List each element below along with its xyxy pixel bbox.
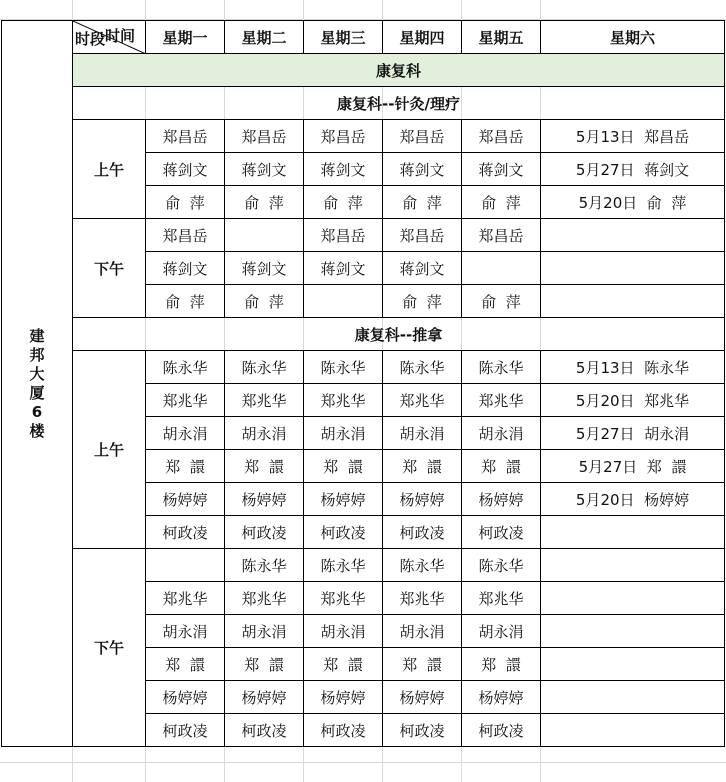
location-label: 建邦大厦6楼 (29, 326, 45, 440)
header-row (2, 21, 725, 54)
doctor-cell: 郑昌岳 (146, 219, 225, 252)
doctor-cell: 郑兆华 (462, 384, 541, 417)
doctor-cell: 俞 萍 (383, 285, 462, 318)
header-corner (73, 21, 146, 54)
doctor-cell: 杨婷婷 (462, 681, 541, 714)
saturday-cell (541, 714, 725, 747)
doctor-cell: 胡永涓 (304, 615, 383, 648)
doctor-cell: 蒋剑文 (462, 153, 541, 186)
doctor-cell: 郑昌岳 (225, 120, 304, 153)
saturday-cell (541, 615, 725, 648)
doctor-cell: 郑兆华 (225, 384, 304, 417)
doctor-cell: 柯政凌 (225, 714, 304, 747)
doctor-cell: 郑 譞 (304, 648, 383, 681)
doctor-cell: 胡永涓 (146, 417, 225, 450)
doctor-cell: 郑兆华 (304, 384, 383, 417)
department-row (2, 54, 725, 87)
day-header: 星期五 (462, 21, 541, 54)
doctor-cell: 俞 萍 (146, 186, 225, 219)
doctor-cell: 陈永华 (304, 549, 383, 582)
doctor-cell: 郑 譞 (146, 450, 225, 483)
doctor-cell: 郑昌岳 (304, 219, 383, 252)
department-title: 康复科 (73, 54, 725, 87)
saturday-cell (541, 285, 725, 318)
doctor-cell: 陈永华 (225, 351, 304, 384)
saturday-cell: 5月13日 陈永华 (541, 351, 725, 384)
doctor-cell: 郑 譞 (462, 648, 541, 681)
schedule-table (1, 20, 725, 747)
doctor-cell: 胡永涓 (383, 417, 462, 450)
doctor-cell: 蒋剑文 (225, 252, 304, 285)
day-header: 星期一 (146, 21, 225, 54)
schedule-row (2, 120, 725, 153)
period-label: 上午 (73, 120, 146, 219)
doctor-cell: 柯政凌 (462, 714, 541, 747)
saturday-cell (541, 516, 725, 549)
saturday-cell: 5月20日 郑兆华 (541, 384, 725, 417)
section-title: 康复科--针灸/理疗 (73, 87, 725, 120)
doctor-cell: 柯政凌 (383, 714, 462, 747)
doctor-cell: 柯政凌 (304, 516, 383, 549)
doctor-cell: 郑昌岳 (462, 120, 541, 153)
doctor-cell: 郑昌岳 (304, 120, 383, 153)
saturday-cell: 5月27日 胡永涓 (541, 417, 725, 450)
doctor-cell: 杨婷婷 (304, 483, 383, 516)
doctor-cell: 陈永华 (383, 351, 462, 384)
period-label: 下午 (73, 219, 146, 318)
doctor-cell: 柯政凌 (225, 516, 304, 549)
doctor-cell (462, 252, 541, 285)
doctor-cell: 郑 譞 (146, 648, 225, 681)
doctor-cell: 蒋剑文 (383, 153, 462, 186)
saturday-cell (541, 648, 725, 681)
doctor-cell: 蒋剑文 (383, 252, 462, 285)
doctor-cell: 杨婷婷 (383, 483, 462, 516)
corner-time-label: 时间 (104, 27, 135, 45)
period-label: 下午 (73, 549, 146, 747)
doctor-cell: 蒋剑文 (146, 252, 225, 285)
doctor-cell: 杨婷婷 (146, 681, 225, 714)
doctor-cell: 郑兆华 (383, 582, 462, 615)
doctor-cell: 俞 萍 (383, 186, 462, 219)
day-header: 星期四 (383, 21, 462, 54)
doctor-cell: 郑兆华 (146, 582, 225, 615)
doctor-cell: 胡永涓 (383, 615, 462, 648)
section-row (2, 87, 725, 120)
location-cell (2, 21, 73, 747)
doctor-cell: 郑 譞 (383, 450, 462, 483)
saturday-cell (541, 582, 725, 615)
saturday-cell: 5月27日 蒋剑文 (541, 153, 725, 186)
doctor-cell: 杨婷婷 (225, 681, 304, 714)
schedule-row (2, 219, 725, 252)
doctor-cell: 俞 萍 (225, 285, 304, 318)
doctor-cell: 胡永涓 (146, 615, 225, 648)
saturday-cell (541, 219, 725, 252)
doctor-cell: 俞 萍 (462, 186, 541, 219)
day-header: 星期三 (304, 21, 383, 54)
doctor-cell: 柯政凌 (462, 516, 541, 549)
section-row (2, 318, 725, 351)
doctor-cell: 郑 譞 (225, 450, 304, 483)
doctor-cell: 陈永华 (304, 351, 383, 384)
doctor-cell: 杨婷婷 (146, 483, 225, 516)
doctor-cell: 柯政凌 (146, 516, 225, 549)
doctor-cell: 郑 譞 (462, 450, 541, 483)
section-title: 康复科--推拿 (73, 318, 725, 351)
doctor-cell: 胡永涓 (304, 417, 383, 450)
saturday-cell (541, 681, 725, 714)
doctor-cell: 俞 萍 (225, 186, 304, 219)
doctor-cell: 郑 譞 (304, 450, 383, 483)
doctor-cell: 陈永华 (225, 549, 304, 582)
doctor-cell: 陈永华 (462, 351, 541, 384)
saturday-cell (541, 549, 725, 582)
doctor-cell: 杨婷婷 (304, 681, 383, 714)
doctor-cell: 柯政凌 (146, 714, 225, 747)
doctor-cell: 俞 萍 (462, 285, 541, 318)
doctor-cell: 郑兆华 (383, 384, 462, 417)
doctor-cell: 胡永涓 (462, 615, 541, 648)
gridline (0, 762, 726, 763)
saturday-cell: 5月13日 郑昌岳 (541, 120, 725, 153)
saturday-cell: 5月27日 郑 譞 (541, 450, 725, 483)
doctor-cell: 胡永涓 (225, 615, 304, 648)
doctor-cell: 郑兆华 (225, 582, 304, 615)
saturday-cell: 5月20日 俞 萍 (541, 186, 725, 219)
doctor-cell: 陈永华 (383, 549, 462, 582)
doctor-cell: 蒋剑文 (304, 153, 383, 186)
doctor-cell: 柯政凌 (304, 714, 383, 747)
doctor-cell: 柯政凌 (383, 516, 462, 549)
doctor-cell: 郑兆华 (146, 384, 225, 417)
doctor-cell: 陈永华 (462, 549, 541, 582)
doctor-cell: 郑昌岳 (383, 219, 462, 252)
day-header: 星期六 (541, 21, 725, 54)
doctor-cell: 郑 譞 (383, 648, 462, 681)
doctor-cell: 郑昌岳 (146, 120, 225, 153)
doctor-cell: 陈永华 (146, 351, 225, 384)
doctor-cell: 蒋剑文 (146, 153, 225, 186)
doctor-cell: 胡永涓 (462, 417, 541, 450)
schedule-row (2, 549, 725, 582)
doctor-cell: 郑昌岳 (462, 219, 541, 252)
doctor-cell (304, 285, 383, 318)
schedule-row (2, 351, 725, 384)
doctor-cell (146, 549, 225, 582)
doctor-cell: 郑兆华 (304, 582, 383, 615)
doctor-cell: 杨婷婷 (225, 483, 304, 516)
doctor-cell: 俞 萍 (146, 285, 225, 318)
doctor-cell: 蒋剑文 (304, 252, 383, 285)
doctor-cell (225, 219, 304, 252)
doctor-cell: 杨婷婷 (383, 681, 462, 714)
doctor-cell: 郑昌岳 (383, 120, 462, 153)
doctor-cell: 胡永涓 (225, 417, 304, 450)
doctor-cell: 俞 萍 (304, 186, 383, 219)
saturday-cell (541, 252, 725, 285)
day-header: 星期二 (225, 21, 304, 54)
doctor-cell: 郑 譞 (225, 648, 304, 681)
doctor-cell: 杨婷婷 (462, 483, 541, 516)
doctor-cell: 郑兆华 (462, 582, 541, 615)
saturday-cell: 5月20日 杨婷婷 (541, 483, 725, 516)
corner-period-label: 时段 (75, 30, 106, 48)
schedule-body (2, 21, 725, 747)
period-label: 上午 (73, 351, 146, 549)
doctor-cell: 蒋剑文 (225, 153, 304, 186)
